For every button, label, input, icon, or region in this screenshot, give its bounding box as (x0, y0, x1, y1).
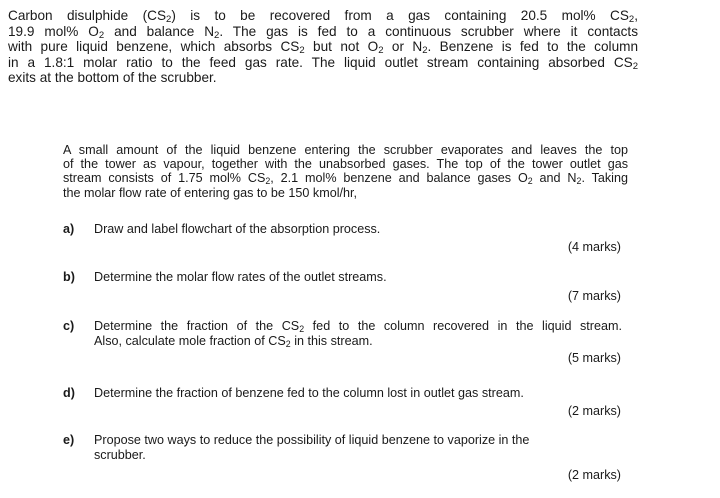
marks-label: (4 marks) (567, 240, 621, 254)
scenario-paragraph (63, 143, 628, 200)
question-text-line-1: Draw and label flowchart of the absorption process. (94, 222, 381, 236)
subscript: 2 (166, 14, 172, 25)
paragraph-line-4: the molar flow rate of entering gas to be 150 kmol/hr, (63, 185, 358, 200)
subscript: 2 (576, 176, 582, 187)
question-letter: d) (63, 386, 75, 400)
subscript: 2 (422, 45, 428, 57)
question-text-line-2: scrubber. (94, 448, 146, 462)
question-letter: e) (63, 433, 75, 447)
subscript: 2 (378, 45, 384, 57)
paragraph-line-1: A small amount of the liquid benzene entering the scrubber evaporates and leaves the top (63, 143, 628, 157)
paragraph-line-2: of the tower as vapour, together with the unabsorbed gases. The top of the tower outlet gas (63, 157, 628, 172)
subscript: 2 (527, 176, 533, 187)
question-text-line-1: Determine the fraction of benzene fed to the column lost in outlet gas stream. (94, 386, 524, 400)
subscript: 2 (628, 14, 635, 25)
intro-line-2: 19.9 mol% $O_2$ and balance $N_2$. The gas is fed to a continuous scrubber where it contacts (8, 23, 638, 41)
marks-label: (7 marks) (567, 289, 621, 303)
intro-line-3: with pure liquid benzene, which absorbs $CS_2$ but not $O_2$ or $N_2$. Benzene is fed to the column (8, 39, 639, 57)
subscript: 2 (632, 60, 638, 72)
problem-introduction (8, 8, 638, 86)
question-text-line-1: Determine the molar flow rates of the outlet streams. (94, 270, 387, 284)
intro-line-5: exits at the bottom of the scrubber. (8, 70, 217, 86)
intro-line-4: in a 1.8:1 molar ratio to the feed gas rate. The liquid outlet stream containing absorbed $CS_2$ (8, 54, 638, 72)
question-letter: c) (63, 319, 75, 333)
question-text-line-2: Also, calculate mole fraction of $CS_2$ in this stream. (94, 334, 373, 349)
paragraph-line-3: stream consists of 1.75 mol% $CS_2$, 2.1 mol% benzene and balance gases $O_2$ and $N_2$. Taking (63, 171, 628, 187)
marks-label: (5 marks) (567, 351, 621, 365)
marks-label: (2 marks) (567, 404, 621, 418)
question-text-line-1: Propose two ways to reduce the possibility of liquid benzene to vaporize in the (94, 433, 530, 447)
question-text-line-1: Determine the fraction of the $CS_2$ fed to the column recovered in the liquid stream. (94, 319, 622, 334)
subscript: 2 (299, 45, 305, 57)
subscript: 2 (214, 29, 220, 41)
subscript: 2 (299, 324, 305, 334)
marks-label: (2 marks) (567, 468, 621, 482)
question-letter: a) (63, 222, 75, 236)
subscript: 2 (265, 176, 271, 187)
subscript: 2 (98, 29, 105, 41)
question-letter: b) (63, 270, 75, 284)
subscript: 2 (285, 339, 291, 349)
intro-line-1: Carbon disulphide $(CS_2)$ is to be recovered from a gas containing 20.5 mol% $CS_2$, (8, 8, 638, 25)
